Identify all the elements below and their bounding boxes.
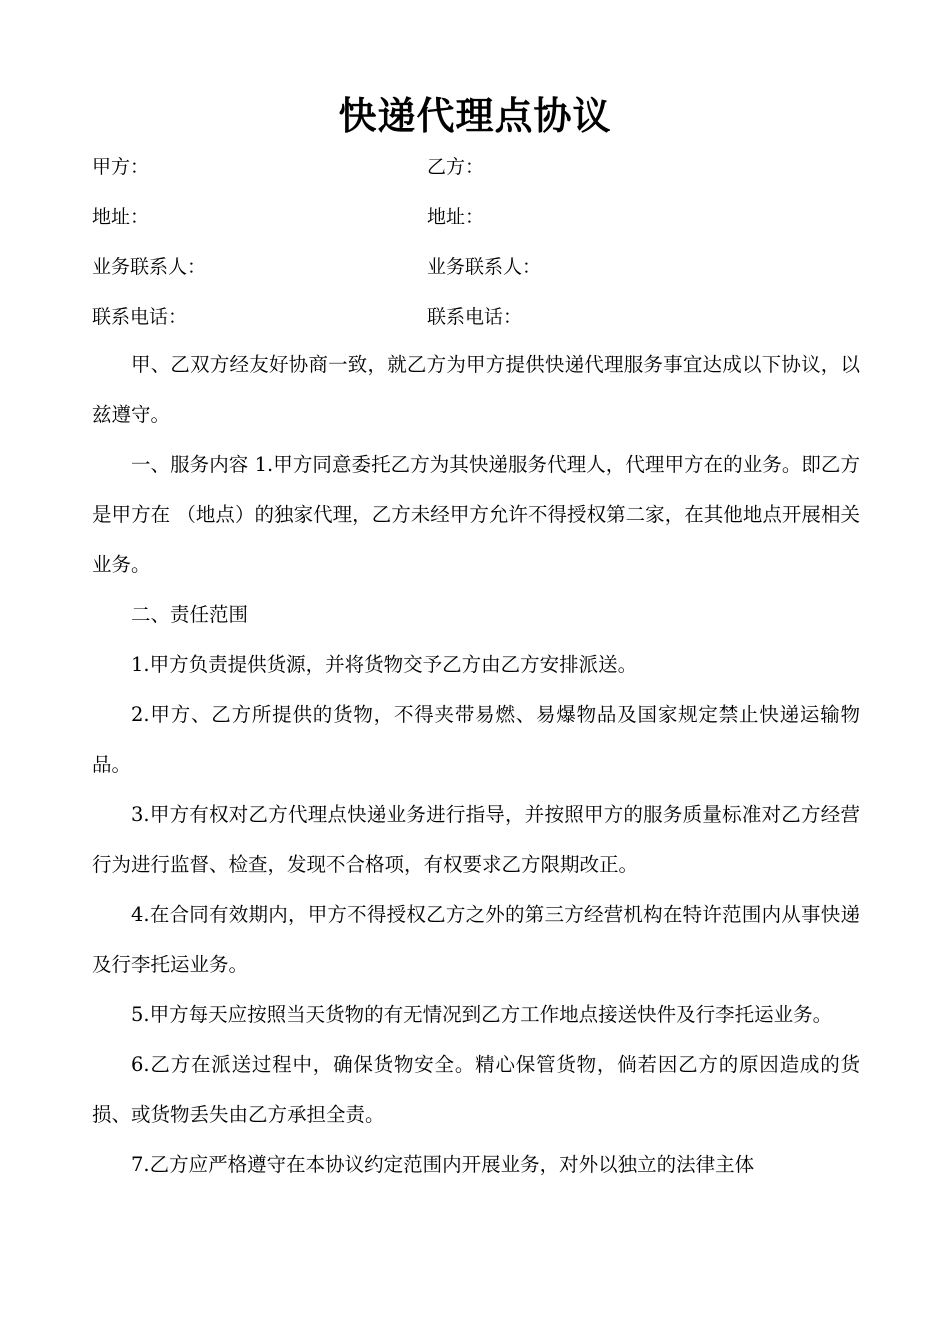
party-b-label: 乙方： [427, 155, 485, 178]
address-row [92, 190, 872, 240]
phone-row [92, 290, 872, 340]
agreement-body [92, 340, 860, 1190]
party-a-label: 甲方： [92, 155, 150, 178]
clause-6: 6.乙方在派送过程中，确保货物安全。精心保管货物，倘若因乙方的原因造成的货损、或货物丢失由乙方承担全责。 [92, 1053, 860, 1126]
document-title: 快递代理点协议 [338, 93, 612, 138]
address-b-label: 地址： [427, 205, 485, 228]
party-name-row [92, 140, 872, 190]
contact-row [92, 240, 872, 290]
clause-7: 7.乙方应严格遵守在本协议约定范围内开展业务，对外以独立的法律主体 [131, 1153, 755, 1176]
phone-b-label: 联系电话： [427, 305, 523, 328]
clause-5: 5.甲方每天应按照当天货物的有无情况到乙方工作地点接送快件及行李托运业务。 [131, 1003, 833, 1026]
service-content-paragraph: 一、服务内容 1.甲方同意委托乙方为其快递服务代理人，代理甲方在的业务。即乙方是甲方在 （地点）的独家代理，乙方未经甲方允许不得授权第二家，在其他地点开展相关业务。 [92, 453, 860, 576]
party-info-block [92, 140, 872, 340]
contact-b-label: 业务联系人： [427, 255, 542, 278]
clause-1: 1.甲方负责提供货源，并将货物交予乙方由乙方安排派送。 [131, 653, 638, 676]
clause-2: 2.甲方、乙方所提供的货物，不得夹带易燃、易爆物品及国家规定禁止快递运输物品。 [92, 703, 860, 776]
clause-3: 3.甲方有权对乙方代理点快递业务进行指导，并按照甲方的服务质量标准对乙方经营行为进行监督、检查，发现不合格项，有权要求乙方限期改正。 [92, 803, 860, 876]
address-a-label: 地址： [92, 205, 150, 228]
phone-a-label: 联系电话： [92, 305, 188, 328]
clause-4: 4.在合同有效期内，甲方不得授权乙方之外的第三方经营机构在特许范围内从事快递及行李托运业务。 [92, 903, 860, 976]
intro-paragraph: 甲、乙双方经友好协商一致，就乙方为甲方提供快递代理服务事宜达成以下协议，以兹遵守。 [92, 353, 860, 426]
section-heading-responsibility: 二、责任范围 [131, 603, 249, 626]
contact-a-label: 业务联系人： [92, 255, 207, 278]
